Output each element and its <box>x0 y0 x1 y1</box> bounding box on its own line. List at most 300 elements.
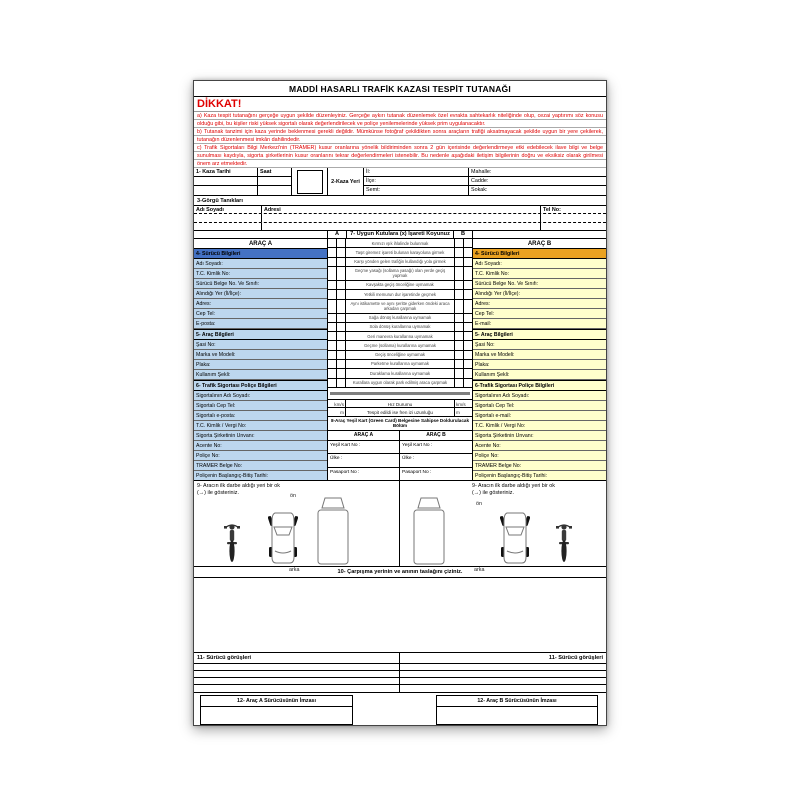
opinion-line[interactable] <box>400 671 606 678</box>
field-row[interactable] <box>473 370 606 380</box>
field-label: 4- Sürücü Bilgileri <box>196 250 241 257</box>
green-card-field-label: Yeşil Kart No : <box>330 442 361 448</box>
field-row[interactable] <box>473 421 606 431</box>
unlabeled-cell <box>292 168 328 195</box>
green-card-field-label: Ülke : <box>330 456 343 462</box>
green-card-field[interactable] <box>400 454 472 468</box>
field-row[interactable] <box>194 421 327 431</box>
violation-row <box>328 258 472 267</box>
field-label: Sigortalı Cep Tel: <box>475 402 515 409</box>
green-card-field[interactable] <box>400 441 472 455</box>
vehicle-a-mark-box[interactable] <box>337 323 346 331</box>
vehicle-b-mark-box[interactable] <box>463 267 472 280</box>
field-label: E-mail: <box>475 320 492 327</box>
field-row <box>194 249 327 259</box>
brake-label: Tespit edildi ise fren izi uzunluğu <box>367 409 433 415</box>
field-row[interactable] <box>473 340 606 350</box>
vehicle-b-mark-box[interactable] <box>463 258 472 266</box>
vehicle-a-fields <box>194 249 327 480</box>
signature-box-b <box>436 695 598 725</box>
witness-row <box>194 223 606 231</box>
header-spacer-left <box>194 231 328 238</box>
field-label: TRAMER Belge No: <box>475 462 522 469</box>
violation-label: Duraklama kurallarına uymamak <box>369 370 431 376</box>
neighborhood-field[interactable]: Mahalle: <box>469 168 606 177</box>
opinion-line[interactable] <box>400 678 606 685</box>
opinion-line[interactable] <box>194 685 399 692</box>
field-row[interactable] <box>473 269 606 279</box>
vehicle-b-mark-box[interactable] <box>463 323 472 331</box>
quarter-field[interactable]: Semt: <box>366 187 381 194</box>
vehicle-b-mark-box[interactable] <box>463 290 472 298</box>
checkbox-section-header <box>194 231 606 239</box>
vehicle-b-mark-box[interactable] <box>454 360 463 368</box>
field-label: Poliçe No: <box>475 452 499 459</box>
vehicle-b-mark-box[interactable] <box>454 332 463 340</box>
speed-unit-b[interactable]: km/s <box>454 400 472 407</box>
violations-column <box>328 239 472 480</box>
field-row[interactable] <box>473 401 606 411</box>
violation-label: Kavşakta geçiş önceliğine uymamak <box>366 282 434 288</box>
column-b-label: B <box>460 230 466 237</box>
truck-icon-a <box>314 496 352 566</box>
field-row[interactable] <box>473 299 606 309</box>
accident-time-label: Saat <box>258 168 291 177</box>
driver-a-opinions-title: 11- Sürücü görüşleri <box>194 653 399 664</box>
vehicle-a-mark-box[interactable] <box>337 281 346 289</box>
field-label: Adı Soyadı: <box>196 260 223 267</box>
green-card-col-b <box>400 441 472 481</box>
violation-label: Kırmızı ışık ihlalinde bulunmak <box>371 240 429 246</box>
signature-a-title: 12- Araç A Sürücüsünün İmzası <box>201 696 352 707</box>
vehicle-b-mark-box[interactable] <box>463 332 472 340</box>
violation-row <box>328 369 472 378</box>
violation-row <box>328 267 472 281</box>
back-label-a: arka <box>289 567 300 574</box>
vehicle-a-mark-box[interactable] <box>337 267 346 280</box>
field-row[interactable] <box>473 360 606 370</box>
vehicle-a-header: ARAÇ A <box>194 239 327 249</box>
vehicle-a-mark-box[interactable] <box>337 332 346 340</box>
vehicle-b-mark-box[interactable] <box>463 300 472 313</box>
field-row <box>473 380 606 391</box>
field-row[interactable] <box>194 360 327 370</box>
field-label: E-posta: <box>196 320 216 327</box>
vehicle-a-mark-box[interactable] <box>328 290 337 298</box>
field-label: Kullanım Şekli: <box>475 371 510 378</box>
witness-name-input[interactable] <box>194 214 262 221</box>
warning-paragraph-c: c) Trafik Sigortaları Bilgi Merkezi'nin (TRAMER) kusur oranlarına yönelik bildiriminden sonra 2 gün içerisinde değerlendirmeye etki edebilecek ilave bilgi ve belge sunulması kaydıyla, sigorta şirketlerinin kusur oranlarını tekrar değerlendirmeleri istenebilir. Bu nedenle aşağıdaki iletişim bilgilerinin doğru ve eksiksiz olarak girilmesi önem arz etmektedir. <box>194 144 606 168</box>
vehicle-b-mark-box[interactable] <box>454 258 463 266</box>
vehicle-a-mark-box[interactable] <box>328 239 337 247</box>
accident-date-input[interactable] <box>194 186 257 195</box>
vehicle-a-mark-box[interactable] <box>337 290 346 298</box>
witness-header-row <box>194 206 606 214</box>
vehicle-b-mark-box[interactable] <box>463 369 472 377</box>
green-card-field[interactable] <box>328 441 399 455</box>
violation-row <box>328 379 472 388</box>
vehicle-a-mark-box[interactable] <box>337 379 346 387</box>
green-card-vehicle-a-label: ARAÇ A <box>328 431 400 440</box>
field-row[interactable] <box>473 350 606 360</box>
truck-icon-b <box>410 496 448 566</box>
green-card-vehicle-b-label: ARAÇ B <box>426 432 446 439</box>
vehicle-b-mark-box[interactable] <box>454 248 463 256</box>
field-row[interactable] <box>473 461 606 471</box>
vehicle-b-mark-box[interactable] <box>454 351 463 359</box>
warning-section <box>194 97 606 168</box>
field-label: Sigortalının Adı Soyadı: <box>196 392 251 399</box>
field-label: Sigortalı e-mail: <box>475 412 512 419</box>
field-label: Plaka: <box>475 361 490 368</box>
vehicle-b-mark-box[interactable] <box>454 323 463 331</box>
field-label: Poliçenin Başlangıç-Bitiş Tarihi: <box>196 472 268 479</box>
vehicle-b-mark-box[interactable] <box>454 369 463 377</box>
speed-label: Hız Durumu <box>387 401 413 407</box>
violation-label: Geçiş önceliğine uymamak <box>374 352 426 358</box>
green-card-title: 8-Araç Yeşil Kart (Green Card) Belgesine Sahipse Doldurulacak Bölüm <box>328 417 472 431</box>
driver-b-opinions <box>400 653 606 692</box>
vehicle-b-table <box>472 239 606 480</box>
opinion-line[interactable] <box>400 664 606 671</box>
accident-time-input[interactable] <box>258 177 291 186</box>
green-card-section <box>328 417 472 481</box>
impact-instruction-b: 9- Aracın ilk darbe aldığı yeri bir ok (→) ile gösteriniz. <box>472 483 555 496</box>
violation-label: Parketme kurallarına uymamak <box>371 361 429 367</box>
vehicle-a-mark-box[interactable] <box>328 248 337 256</box>
vehicle-b-header: ARAÇ B <box>473 239 606 249</box>
vehicle-b-mark-box[interactable] <box>463 341 472 349</box>
field-row[interactable] <box>473 441 606 451</box>
field-row[interactable] <box>194 279 327 289</box>
vehicle-a-mark-box[interactable] <box>328 314 337 322</box>
field-label: Sigortalı Cep Tel: <box>196 402 236 409</box>
signatures-section <box>194 693 606 725</box>
vehicle-b-mark-box[interactable] <box>454 290 463 298</box>
column-a-label: A <box>334 230 340 237</box>
driver-opinions-section <box>194 653 606 693</box>
field-row[interactable] <box>194 319 327 329</box>
field-label: T.C. Kimlik / Vergi No: <box>475 422 526 429</box>
vehicle-a-mark-box[interactable] <box>328 351 337 359</box>
violation-label: Taşıt giremez işareti bulunan karayoluna girmek <box>355 249 445 255</box>
field-label: Sigortalının Adı Soyadı: <box>475 392 530 399</box>
vehicle-a-mark-box[interactable] <box>337 258 346 266</box>
driver-a-opinions <box>194 653 400 692</box>
violation-row <box>328 281 472 290</box>
field-row[interactable] <box>194 431 327 441</box>
field-label: Sigorta Şirketinin Unvanı: <box>196 432 255 439</box>
signature-b-area[interactable] <box>437 707 597 724</box>
district-field[interactable]: İlçe: <box>364 177 468 186</box>
field-row[interactable] <box>194 461 327 471</box>
vehicle-a-mark-box[interactable] <box>337 248 346 256</box>
violation-label: Geçme yasağı (sollama yasağı) olan yerde geçiş yapmak <box>354 268 446 279</box>
field-row[interactable] <box>194 259 327 269</box>
violation-row <box>328 248 472 257</box>
green-card-field-label: Ülke : <box>402 456 415 462</box>
violation-label: Geçme (sollama) kurallarına uymamak <box>364 342 436 348</box>
vehicle-a-mark-box[interactable] <box>337 360 346 368</box>
field-row[interactable] <box>473 259 606 269</box>
violation-label: Aynı istikamette ve aynı şeritte giderken öndeki araca arkadan çarpmak <box>350 301 450 311</box>
field-label: Sigorta Şirketinin Unvanı: <box>475 432 534 439</box>
field-label: Alındığı Yer (İl/İlçe): <box>196 290 241 297</box>
header-spacer-right <box>472 231 606 238</box>
motorcycle-icon-b <box>556 519 572 563</box>
field-row[interactable] <box>473 411 606 421</box>
back-label-b: arka <box>474 567 485 574</box>
vehicle-b-mark-box[interactable] <box>454 281 463 289</box>
vehicle-a-mark-box[interactable] <box>328 300 337 313</box>
field-row[interactable] <box>194 391 327 401</box>
warning-heading: DİKKAT! <box>194 97 606 112</box>
violation-row <box>328 332 472 341</box>
car-icon-b <box>500 507 530 565</box>
field-label: 6- Trafik Sigortası Poliçe Bilgileri <box>196 382 277 389</box>
violation-label: Geri manevra kurallarına uymamak <box>367 333 433 339</box>
front-label-a: ön <box>290 493 296 500</box>
vehicle-a-mark-box[interactable] <box>328 323 337 331</box>
accident-date-place-section <box>194 168 606 196</box>
opinion-line[interactable] <box>194 678 399 685</box>
field-label: Cep Tel: <box>196 310 215 317</box>
field-label: Marka ve Modeli: <box>475 351 515 358</box>
field-row[interactable] <box>194 350 327 360</box>
accident-report-form <box>193 80 607 726</box>
green-card-col-a <box>328 441 400 481</box>
field-row[interactable] <box>194 299 327 309</box>
vehicle-a-mark-box[interactable] <box>337 369 346 377</box>
accident-date-input[interactable] <box>194 177 257 186</box>
violation-row <box>328 360 472 369</box>
accident-place-label: 2-Kaza Yeri <box>328 168 364 195</box>
violations-list <box>328 239 472 388</box>
brake-unit-a[interactable]: m <box>328 408 346 416</box>
field-label: Poliçe No: <box>196 452 220 459</box>
vehicle-a-mark-box[interactable] <box>328 258 337 266</box>
field-row[interactable] <box>194 401 327 411</box>
green-card-field[interactable] <box>328 454 399 468</box>
violation-row <box>328 290 472 299</box>
vehicle-b-mark-box[interactable] <box>463 239 472 247</box>
witnesses-section <box>194 196 606 231</box>
place-right-column <box>469 168 606 195</box>
field-label: Sigortalı e-posta: <box>196 412 236 419</box>
field-label: Cep Tel: <box>475 310 494 317</box>
field-label: 4- Sürücü Bilgileri <box>475 250 520 257</box>
vehicle-b-mark-box[interactable] <box>454 341 463 349</box>
vehicle-b-mark-box[interactable] <box>463 281 472 289</box>
field-row[interactable] <box>473 451 606 461</box>
vehicle-a-mark-box[interactable] <box>328 341 337 349</box>
accident-date-column <box>194 168 258 195</box>
field-label: Plaka: <box>196 361 211 368</box>
accident-time-column <box>258 168 292 195</box>
field-label: Sürücü Belge No. Ve Sınıfı: <box>196 280 260 287</box>
impact-instruction-a: 9- Aracın ilk darbe aldığı yeri bir ok (→) ile gösteriniz. <box>197 483 280 496</box>
field-row[interactable] <box>473 391 606 401</box>
field-label: Şasi No: <box>196 341 216 348</box>
field-row <box>473 329 606 340</box>
field-label: 6-Trafik Sigortası Poliçe Bilgileri <box>475 382 555 389</box>
field-label: Acente No: <box>196 442 222 449</box>
field-row <box>194 329 327 340</box>
field-label: T.C. Kimlik No: <box>196 270 231 277</box>
witness-address-input[interactable] <box>262 223 541 230</box>
vehicle-a-mark-box[interactable] <box>328 379 337 387</box>
vehicle-b-mark-box[interactable] <box>454 239 463 247</box>
witness-row <box>194 214 606 222</box>
violation-row <box>328 314 472 323</box>
field-row[interactable] <box>194 471 327 480</box>
green-card-field-label: Pasaport No : <box>402 469 432 475</box>
sketch-title: 10- Çarpışma yerinin ve anının taslağını çiziniz. <box>194 567 606 578</box>
field-row <box>194 380 327 391</box>
field-row[interactable] <box>194 411 327 421</box>
field-row[interactable] <box>473 309 606 319</box>
green-card-headers <box>328 431 472 441</box>
vehicle-a-mark-box[interactable] <box>328 332 337 340</box>
province-field[interactable]: İl: <box>364 168 468 177</box>
front-label-b: ön <box>476 501 482 508</box>
driver-b-opinions-title: 11- Sürücü görüşleri <box>400 653 606 664</box>
vehicle-a-mark-box[interactable] <box>337 314 346 322</box>
field-row[interactable] <box>473 471 606 480</box>
vehicle-b-mark-box[interactable] <box>463 351 472 359</box>
separator-bar <box>330 392 470 395</box>
vehicle-b-mark-box[interactable] <box>454 300 463 313</box>
street-field[interactable]: Sokak: <box>471 187 488 194</box>
signature-b-title: 12- Araç B Sürücüsünün İmzası <box>437 696 597 707</box>
field-row[interactable] <box>194 269 327 279</box>
field-row[interactable] <box>194 441 327 451</box>
unlabeled-input-box[interactable] <box>297 170 323 194</box>
vehicle-a-mark-box[interactable] <box>328 267 337 280</box>
field-label: T.C. Kimlik No: <box>475 270 510 277</box>
impact-panel-a[interactable] <box>194 481 400 574</box>
vehicle-b-mark-box[interactable] <box>463 379 472 387</box>
opinion-line[interactable] <box>194 664 399 671</box>
place-left-column <box>364 168 469 195</box>
accident-time-input[interactable] <box>258 186 291 195</box>
violation-row <box>328 351 472 360</box>
witness-tel-input[interactable] <box>541 214 606 221</box>
witness-address-label: Adresi <box>262 206 541 213</box>
field-row[interactable] <box>194 289 327 299</box>
opinion-line[interactable] <box>400 685 606 692</box>
green-card-field[interactable] <box>400 468 472 481</box>
field-row[interactable] <box>473 431 606 441</box>
field-label: TRAMER Belge No: <box>196 462 243 469</box>
field-row[interactable] <box>194 451 327 461</box>
field-label: 5- Araç Bilgileri <box>196 331 234 338</box>
field-label: Şasi No: <box>475 341 495 348</box>
witness-name-input[interactable] <box>194 223 262 230</box>
witness-address-input[interactable] <box>262 214 541 221</box>
avenue-field[interactable]: Cadde: <box>469 177 606 186</box>
violation-row <box>328 341 472 350</box>
vehicle-b-mark-box[interactable] <box>454 314 463 322</box>
sketch-area[interactable] <box>194 578 606 653</box>
field-label: Adı Soyadı: <box>475 260 502 267</box>
brake-unit-b[interactable]: m <box>454 408 472 416</box>
field-row <box>473 249 606 259</box>
vehicle-b-mark-box[interactable] <box>454 379 463 387</box>
vehicle-a-mark-box[interactable] <box>328 369 337 377</box>
speed-row <box>328 399 472 408</box>
violation-label: Sağa dönüş kurallarına uymamak <box>368 315 432 320</box>
vehicle-a-mark-box[interactable] <box>337 239 346 247</box>
witness-tel-input[interactable] <box>541 223 606 230</box>
green-card-columns <box>328 441 472 481</box>
accident-date-label: 1- Kaza Tarihi <box>194 168 257 177</box>
car-icon-a <box>268 507 298 565</box>
brake-trace-row <box>328 408 472 417</box>
witness-tel-label: Tel No: <box>543 207 561 213</box>
green-card-field[interactable] <box>328 468 399 481</box>
field-label: Marka ve Modeli: <box>196 351 236 358</box>
field-label: Kullanım Şekli: <box>196 371 231 378</box>
vehicle-a-mark-box[interactable] <box>337 300 346 313</box>
green-card-field-label: Pasaport No : <box>330 469 360 475</box>
field-row[interactable] <box>473 319 606 329</box>
field-label: Alındığı Yer (İl/İlçe): <box>475 290 520 297</box>
field-row[interactable] <box>194 340 327 350</box>
violation-label: Karşı yönden gelen trafiğin kullandığı yola girmek <box>354 259 446 265</box>
field-label: Poliçenin Başlangıç-Bitiş Tarihi: <box>475 472 547 479</box>
field-row[interactable] <box>473 279 606 289</box>
vehicle-a-table <box>194 239 328 480</box>
witnesses-title: 3-Görgü Tanıkları <box>194 196 606 206</box>
impact-panel-b[interactable] <box>400 481 606 574</box>
form-title: MADDİ HASARLI TRAFİK KAZASI TESPİT TUTANAĞI <box>194 81 606 97</box>
violation-row <box>328 323 472 332</box>
violation-label: Sola dönüş kurallarına uymamak <box>369 324 431 330</box>
violation-row <box>328 300 472 314</box>
vehicle-b-fields <box>473 249 606 480</box>
field-row[interactable] <box>194 370 327 380</box>
vehicle-a-mark-box[interactable] <box>337 341 346 349</box>
vehicle-b-mark-box[interactable] <box>463 248 472 256</box>
field-label: T.C. Kimlik / Vergi No: <box>196 422 247 429</box>
field-label: Sürücü Belge No. Ve Sınıfı: <box>475 280 539 287</box>
violation-label: Kurallara uygun olarak park edilmiş araca çarpmak <box>352 380 448 386</box>
field-label: 5- Araç Bilgileri <box>475 331 513 338</box>
vehicle-a-mark-box[interactable] <box>328 360 337 368</box>
signature-a-area[interactable] <box>201 707 352 724</box>
motorcycle-icon-a <box>224 519 240 563</box>
vehicle-info-block <box>194 239 606 481</box>
field-row[interactable] <box>473 289 606 299</box>
green-card-field-label: Yeşil Kart No : <box>402 442 433 448</box>
vehicle-a-mark-box[interactable] <box>328 281 337 289</box>
field-row[interactable] <box>194 309 327 319</box>
checkbox-instruction: 7- Uygun Kutulara (x) İşareti Koyunuz <box>346 231 454 238</box>
vehicle-a-mark-box[interactable] <box>337 351 346 359</box>
violation-row <box>328 239 472 248</box>
field-label: Adres: <box>475 300 490 307</box>
speed-unit-a[interactable]: km/s <box>328 400 346 407</box>
warning-paragraph-a: a) Kaza tespit tutanağını gerçeğe uygun şekilde düzenleyiniz. Gerçeğe aykırı tutanak düzenlemek özel evrakta sahtekarlık niteliğinde olup, cezai yaptırımı söz konusu olduğu gibi, bu kişiler riski yüksek sigortalı olarak değerlendirilecek ve poliçe yenilemelerinde yüksek prim uygulanacaktır. <box>194 112 606 128</box>
vehicle-b-mark-box[interactable] <box>454 267 463 280</box>
vehicle-b-mark-box[interactable] <box>463 314 472 322</box>
opinion-line[interactable] <box>194 671 399 678</box>
field-label: Acente No: <box>475 442 501 449</box>
warning-paragraph-b: b) Tutanak tanzimi için kaza yerinde beklenmesi gerekli değildir. Mümkünse fotoğraf çekildikten sonra araçların trafiği aksatmayacak şekilde uygun bir yere çekilerek, tutanağın düzenlenmesi imkân dahilindedir. <box>194 128 606 144</box>
vehicle-b-mark-box[interactable] <box>463 360 472 368</box>
witness-name-label: Adı Soyadı <box>194 206 262 213</box>
